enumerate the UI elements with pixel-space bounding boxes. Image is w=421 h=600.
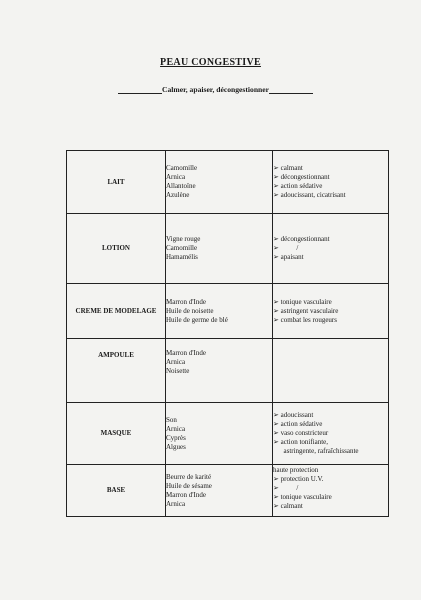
underline-left xyxy=(118,93,162,94)
actions-cell xyxy=(273,465,389,517)
document-subtitle xyxy=(118,85,338,94)
action-item: ➢ / xyxy=(273,484,299,492)
ingredients-cell xyxy=(166,151,273,214)
table-row xyxy=(67,151,389,214)
ingredient: Vigne rouge xyxy=(166,235,201,243)
ingredient: Arnica xyxy=(166,424,186,433)
ingredient: Son xyxy=(166,415,177,424)
actions-cell xyxy=(273,284,389,339)
table-row xyxy=(67,284,389,339)
action-item: ➢ tonique vasculaire xyxy=(273,493,332,501)
document-title: PEAU CONGESTIVE xyxy=(160,57,261,68)
ingredient: Marron d'Inde xyxy=(166,349,206,357)
ingredient: Marron d'Inde xyxy=(166,490,206,499)
action-item: ➢ protection U.V. xyxy=(273,475,324,483)
ingredient: Camomille xyxy=(166,244,198,252)
actions-cell xyxy=(273,339,389,403)
ingredient: Huile de sésame xyxy=(166,481,212,490)
product-name: LOTION xyxy=(67,214,166,284)
product-name: BASE xyxy=(67,465,166,517)
action-item: ➢ adoucissant, cicatrisant xyxy=(273,191,346,199)
action-item: ➢ action sédative xyxy=(273,182,323,190)
ingredient: Arnica xyxy=(166,499,186,508)
ingredient: Algues xyxy=(166,442,186,451)
ingredient: Cyprès xyxy=(166,433,186,442)
product-name: MASQUE xyxy=(67,403,166,465)
actions-cell xyxy=(273,151,389,214)
ingredient: Arnica xyxy=(166,173,186,181)
ingredients-cell xyxy=(166,339,273,403)
table-row xyxy=(67,403,389,465)
action-item: ➢ décongestionnant xyxy=(273,235,330,243)
table-row xyxy=(67,465,389,517)
action-item: ➢ apaisant xyxy=(273,253,304,261)
underline-right xyxy=(269,93,313,94)
ingredient: Noisette xyxy=(166,367,190,375)
ingredients-cell xyxy=(166,284,273,339)
table-row xyxy=(67,214,389,284)
action-item: ➢ combat les rougeurs xyxy=(273,315,337,324)
actions-cell xyxy=(273,403,389,465)
action-item: haute protection xyxy=(273,466,319,474)
ingredients-cell xyxy=(166,214,273,284)
ingredient: Beurre de karité xyxy=(166,472,212,481)
product-name: CREME DE MODELAGE xyxy=(67,284,166,339)
ingredients-cell xyxy=(166,465,273,517)
table-row xyxy=(67,339,389,403)
action-item: ➢ action tonifiante, xyxy=(273,438,329,446)
action-item: ➢ calmant xyxy=(273,502,303,510)
ingredient: Arnica xyxy=(166,358,186,366)
ingredients-cell xyxy=(166,403,273,465)
action-item: ➢ adoucissant xyxy=(273,411,314,419)
ingredient: Allantoïne xyxy=(166,182,196,190)
ingredient: Marron d'Inde xyxy=(166,297,206,306)
action-item: ➢ astringent vasculaire xyxy=(273,306,339,315)
subtitle-text: Calmer, apaiser, décongestionner xyxy=(162,85,270,94)
action-item: ➢ décongestionnant xyxy=(273,173,330,181)
products-table xyxy=(66,150,389,517)
actions-cell xyxy=(273,214,389,284)
action-item: ➢ action sédative xyxy=(273,420,323,428)
ingredient: Huile de germe de blé xyxy=(166,315,228,324)
action-item: ➢ vaso constricteur xyxy=(273,429,329,437)
ingredient: Huile de noisette xyxy=(166,306,214,315)
product-name: LAIT xyxy=(67,151,166,214)
product-name: AMPOULE xyxy=(67,339,166,403)
ingredient: Azulène xyxy=(166,191,190,199)
action-item: ➢ / xyxy=(273,244,299,252)
action-item: ➢ tonique vasculaire xyxy=(273,297,332,306)
action-item: astringente, rafraîchissante xyxy=(273,447,359,455)
action-item: ➢ calmant xyxy=(273,164,303,172)
ingredient: Hamamélis xyxy=(166,253,198,261)
ingredient: Camomille xyxy=(166,164,198,172)
